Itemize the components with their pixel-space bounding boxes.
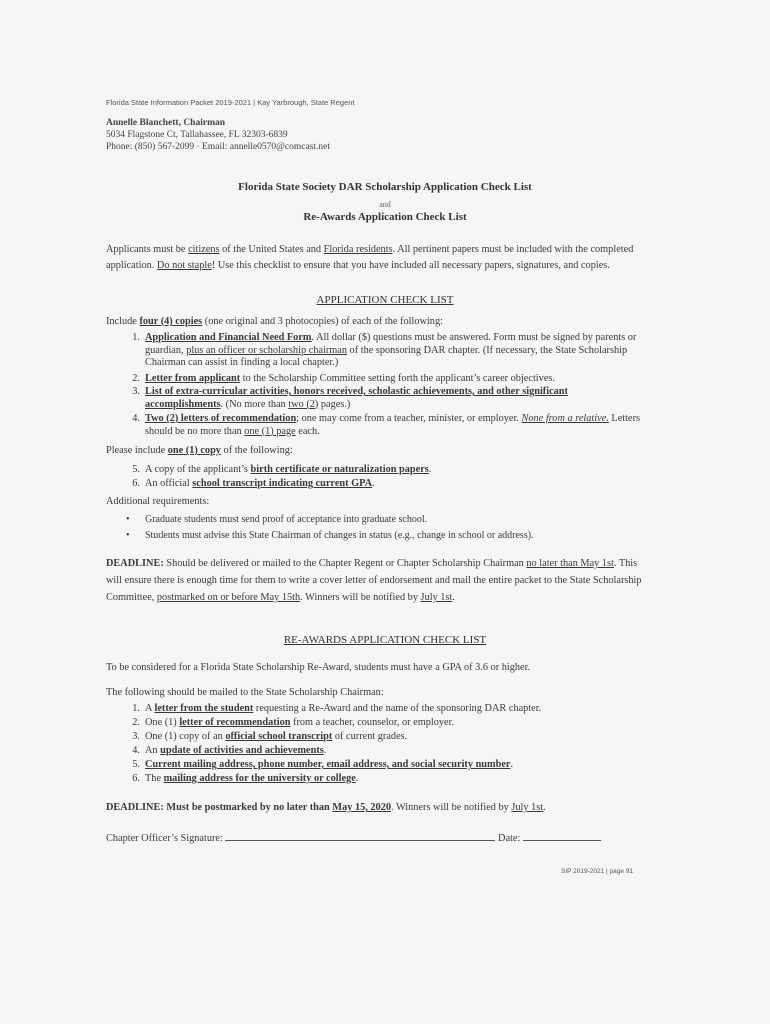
include-four-copies: four (4) copies (139, 316, 203, 327)
item-bold-text: Two (2) letters of recommendation (145, 413, 297, 424)
item-text: Letters should be no more than (145, 413, 641, 437)
item-text: ; one may come from a teacher, minister, or employer. (296, 413, 522, 424)
list-item (126, 332, 646, 370)
deadline-paragraph (106, 555, 646, 606)
item-text: A (145, 703, 155, 714)
item-bold-text: birth certificate or naturalization papers (250, 464, 429, 475)
item-italic-text: None from a relative. (521, 413, 609, 424)
item-text: pages.) (318, 398, 351, 410)
bullet-icon: • (126, 530, 130, 541)
deadline-label: DEADLINE: (106, 558, 164, 569)
contact-phone-email: Phone: (850) 567-2099 · Email: annelle0570@comcast.net (106, 142, 331, 152)
item-text: The (145, 773, 164, 784)
list-item (126, 464, 646, 477)
item-number: 2. (132, 373, 140, 384)
reawards-deadline (106, 800, 646, 816)
page-footer: SIP 2019-2021 | page 91 (561, 868, 634, 875)
item-text: requesting a Re-Award and the name of the sponsoring DAR chapter. (253, 703, 542, 714)
deadline-text: Should be delivered or mailed to the Chapter Regent or Chapter Scholarship Chairman (163, 558, 527, 569)
date-field[interactable] (523, 831, 601, 841)
item-underlined-text: plus an officer or scholarship chairman (186, 344, 347, 356)
reawards-checklist-heading: RE-AWARDS APPLICATION CHECK LIST (283, 634, 487, 646)
list-item (126, 717, 646, 730)
item-number: 2. (132, 717, 140, 728)
item-underlined-text: one (1) page (244, 425, 296, 437)
item-bold-text: update of activities and achievements (160, 745, 324, 756)
item-text: . (No more than (220, 398, 289, 410)
title-and: and (379, 200, 391, 209)
intro-text-1: Applicants must be (106, 244, 189, 255)
item-number: 5. (132, 464, 140, 475)
include-text-1: Include (106, 316, 140, 327)
additional-requirements-label: Additional requirements: (106, 496, 210, 507)
include-text-2: (one original and 3 photocopies) of each of the following: (202, 316, 443, 327)
item-text: One (1) copy of an (145, 731, 226, 742)
item-text: to the Scholarship Committee setting forth the applicant’s career objectives. (240, 373, 555, 384)
reawards-deadline-text: . (543, 802, 546, 813)
please-one-copy: one (1) copy (167, 445, 221, 456)
intro-do-not-staple: Do not staple (156, 259, 212, 271)
item-underlined-text: two (2) (288, 398, 319, 410)
intro-citizens: citizens (188, 244, 220, 255)
item-bold-text: Current mailing address, phone number, email address, and social security number (145, 759, 511, 770)
list-item (126, 773, 646, 786)
deadline-no-later: no later than May 1st (526, 558, 614, 569)
list-item (126, 478, 646, 491)
deadline-postmarked: postmarked on or before May 15th (156, 592, 301, 603)
list-item (126, 759, 646, 772)
bullet-text: Graduate students must send proof of acceptance into graduate school. (145, 514, 428, 525)
reawards-deadline-text: . Winners will be notified by (391, 802, 512, 813)
item-bold-text: school transcript indicating current GPA (192, 478, 373, 489)
deadline-notify-date: July 1st (420, 592, 453, 603)
item-number: 4. (132, 413, 140, 424)
item-bold-text: mailing address for the university or college (163, 773, 356, 784)
item-number: 1. (132, 332, 140, 343)
item-text: of the sponsoring DAR chapter. (If necessary, the State Scholarship Chairman can assist in finding a local chapter.) (145, 344, 628, 368)
signature-line (106, 831, 601, 844)
item-text: One (1) (145, 717, 180, 728)
item-bold-text: official school transcript (225, 731, 333, 742)
contact-block (106, 117, 330, 153)
item-text: . (355, 773, 359, 784)
item-number: 1. (132, 703, 140, 714)
item-text: . (428, 464, 432, 475)
contact-address: 5034 Flagstone Ct, Tallahassee, FL 32303-6839 (106, 130, 288, 140)
reawards-mail-line: The following should be mailed to the State Scholarship Chairman: (106, 687, 384, 698)
item-bold-text: Application and Financial Need Form (145, 332, 312, 343)
include-line (106, 314, 646, 330)
list-item (126, 413, 646, 438)
item-text: each. (295, 425, 320, 437)
list-item (126, 731, 646, 744)
list-item (126, 386, 646, 411)
item-bold-text: Letter from applicant (145, 373, 241, 384)
deadline-text: . (452, 592, 455, 603)
item-number: 6. (132, 773, 140, 784)
bullet-text: Students must advise this State Chairman of changes in status (e.g., change in school or address). (145, 530, 534, 541)
item-text: An official (145, 478, 193, 489)
application-checklist-heading: APPLICATION CHECK LIST (316, 294, 454, 306)
intro-paragraph (106, 242, 646, 273)
intro-florida-residents: Florida residents (323, 244, 393, 255)
intro-text-3: . All pertinent papers must be included with the completed application. (106, 244, 634, 271)
item-text: . All dollar ($) questions must be answered. Form must be signed by parents or guardian, (145, 332, 637, 356)
list-item (126, 703, 646, 716)
header-line: Florida State Information Packet 2019-2021 | Kay Yarbrough, State Regent (106, 98, 355, 107)
item-number: 5. (132, 759, 140, 770)
please-include-line (106, 443, 646, 459)
intro-text-4: ! Use this checklist to ensure that you have included all necessary papers, signatures, and copies. (211, 259, 610, 271)
item-text: An (145, 745, 161, 756)
item-number: 4. (132, 745, 140, 756)
reawards-deadline-date: May 15, 2020 (332, 802, 392, 813)
reawards-deadline-label: DEADLINE: Must be postmarked by no later than (106, 802, 333, 813)
signature-label: Chapter Officer’s Signature: (106, 833, 223, 844)
please-text-2: of the following: (220, 445, 293, 456)
item-text: . (510, 759, 514, 770)
intro-text-2: of the United States and (219, 244, 324, 255)
item-number: 3. (132, 731, 140, 742)
contact-name: Annelle Blanchett, Chairman (106, 118, 226, 128)
deadline-text: . This will ensure there is enough time for them to write a cover letter of endorsement and mail the entire packet to the State Scholarship Committee, (106, 558, 642, 603)
bullet-item (126, 513, 646, 526)
signature-field[interactable] (225, 831, 495, 841)
reawards-intro: To be considered for a Florida State Scholarship Re-Award, students must have a GPA of 3.6 or higher. (106, 662, 531, 673)
item-text: . (323, 745, 327, 756)
deadline-text: . Winners will be notified by (300, 592, 421, 603)
please-text-1: Please include (106, 445, 168, 456)
item-bold-text: letter from the student (154, 703, 254, 714)
item-bold-text: letter of recommendation (179, 717, 291, 728)
bullet-item (126, 529, 646, 542)
item-text: A copy of the applicant’s (145, 464, 251, 475)
item-number: 3. (132, 386, 140, 397)
bullet-icon: • (126, 514, 130, 525)
item-text: . (372, 478, 375, 489)
item-text: of current grades. (332, 731, 408, 742)
item-bold-text: List of extra-curricular activities, honors received, scholastic achievements, and other significant accomplishments (145, 386, 568, 410)
reawards-notify-date: July 1st (511, 802, 544, 813)
date-label: Date: (498, 833, 521, 844)
item-number: 6. (132, 478, 140, 489)
list-item (126, 745, 646, 758)
page-title: Florida State Society DAR Scholarship Application Check List (238, 181, 532, 193)
page-subtitle: Re-Awards Application Check List (303, 211, 467, 223)
list-item (126, 373, 646, 386)
item-text: from a teacher, counselor, or employer. (290, 717, 455, 728)
